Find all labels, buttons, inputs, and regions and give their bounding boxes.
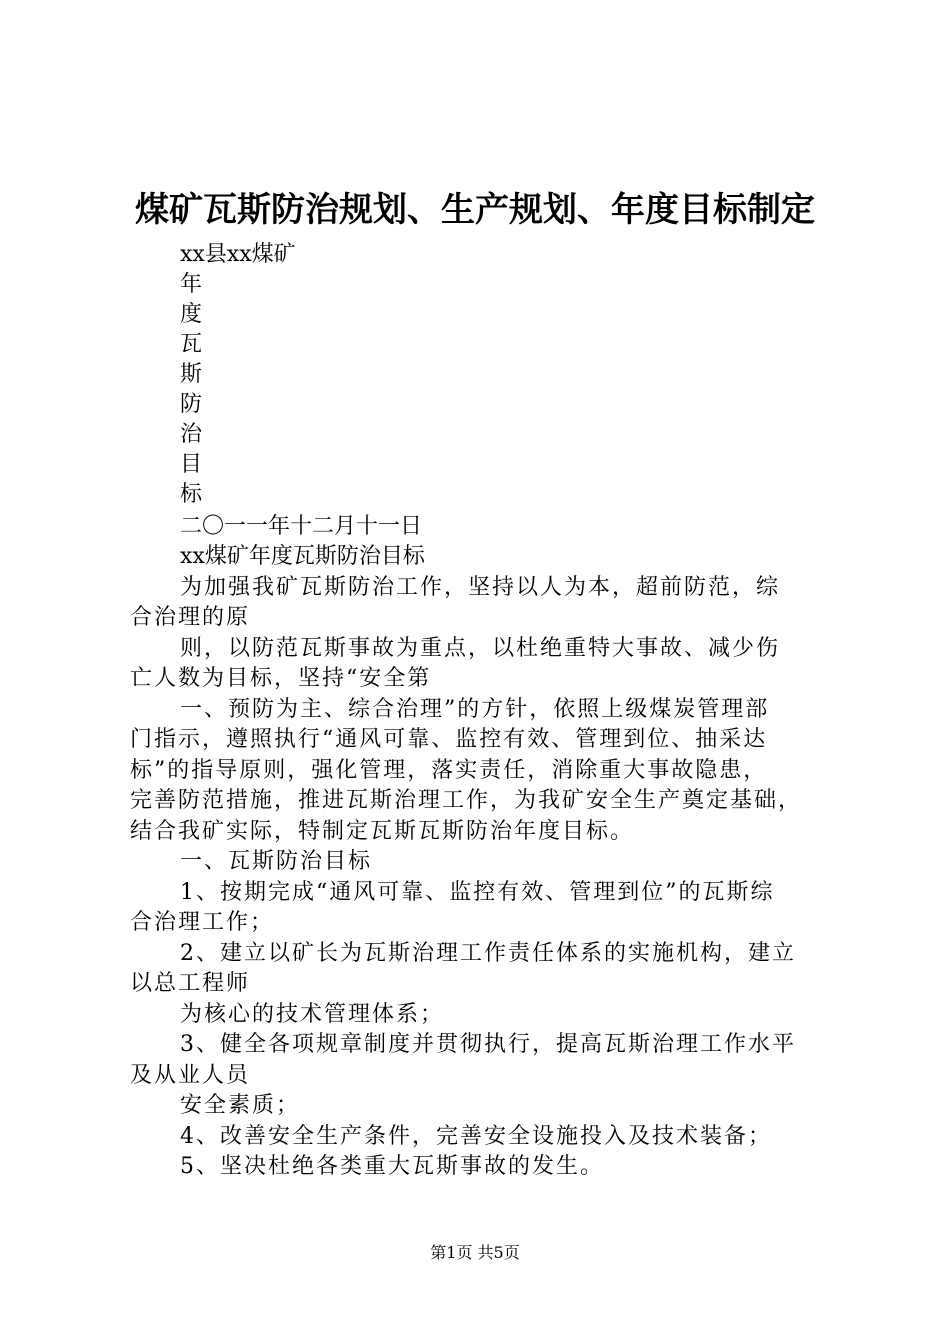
- body-line: 为加强我矿瓦斯防治工作，坚持以人为本，超前防范，综: [180, 575, 781, 600]
- cover-vertical-char: 防: [180, 392, 203, 417]
- body-line: 完善防范措施，推进瓦斯治理工作，为我矿安全生产奠定基础，: [130, 788, 803, 813]
- document-subtitle: xx煤矿年度瓦斯防治目标: [180, 544, 425, 569]
- body-line: 合治理工作；: [130, 910, 275, 935]
- body-line: 及从业人员: [130, 1063, 251, 1088]
- cover-vertical-char: 度: [180, 302, 203, 327]
- cover-date: 二〇一一年十二月十一日: [180, 514, 423, 539]
- body-line: 5、坚决杜绝各类重大瓦斯事故的发生。: [180, 1154, 604, 1179]
- document-title: 煤矿瓦斯防治规划、生产规划、年度目标制定: [135, 190, 815, 230]
- body-line: 2、建立以矿长为瓦斯治理工作责任体系的实施机构，建立: [180, 941, 796, 966]
- section-heading: 一、瓦斯防治目标: [180, 849, 373, 874]
- body-line: 一、预防为主、综合治理”的方针，依照上级煤炭管理部: [180, 697, 770, 722]
- body-line: 安全素质；: [180, 1093, 301, 1118]
- body-line: 4、改善安全生产条件，完善安全设施投入及技术装备；: [180, 1124, 772, 1149]
- cover-vertical-char: 瓦: [180, 332, 203, 357]
- cover-org: xx县xx煤矿: [180, 242, 296, 267]
- cover-vertical-char: 年: [180, 272, 203, 297]
- body-line: 门指示，遵照执行“通风可靠、监控有效、管理到位、抽采达: [130, 727, 768, 752]
- cover-vertical-char: 治: [180, 422, 203, 447]
- body-line: 亡人数为目标，坚持“安全第: [130, 666, 432, 691]
- body-line: 3、健全各项规章制度并贯彻执行，提高瓦斯治理工作水平: [180, 1032, 796, 1057]
- body-line: 结合我矿实际，特制定瓦斯瓦斯防治年度目标。: [130, 819, 635, 844]
- body-line: 则，以防范瓦斯事故为重点，以杜绝重特大事故、减少伤: [180, 636, 781, 661]
- cover-vertical-char: 标: [180, 482, 203, 507]
- body-line: 1、按期完成“通风可靠、监控有效、管理到位”的瓦斯综: [180, 880, 775, 905]
- body-line: 合治理的原: [130, 605, 251, 630]
- body-line: 以总工程师: [130, 971, 251, 996]
- page-footer: 第1页 共5页: [430, 1243, 520, 1262]
- body-line: 标”的指导原则，强化管理，落实责任，消除重大事故隐患，: [130, 758, 768, 783]
- cover-vertical-char: 目: [180, 452, 203, 477]
- cover-vertical-char: 斯: [180, 362, 203, 387]
- body-line: 为核心的技术管理体系；: [180, 1002, 445, 1027]
